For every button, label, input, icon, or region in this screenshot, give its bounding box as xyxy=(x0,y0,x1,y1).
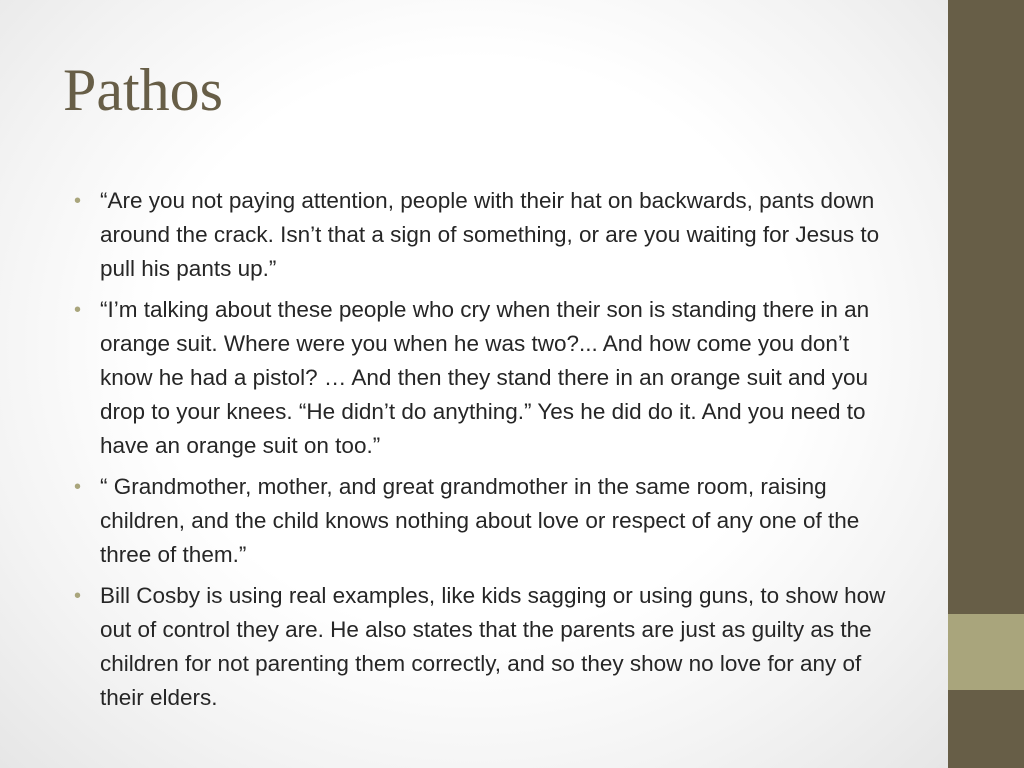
bullet-icon: • xyxy=(74,476,82,498)
bullet-icon: • xyxy=(74,585,82,607)
bullet-icon: • xyxy=(74,299,82,321)
bullet-text: “ Grandmother, mother, and great grandmother in the same room, raising children, and the child knows nothing about love or respect of any one of the three of them.” xyxy=(100,474,860,567)
bullet-text: “I’m talking about these people who cry when their son is standing there in an orange suit. Where were you when he was two?... And how come you don’t know he had a pistol? … And then they stand there in an orange suit and you drop to your knees. “He didn’t do anything.” Yes he did do it. And you need to have an orange suit on too.” xyxy=(100,297,870,458)
sidebar-accent-block xyxy=(948,614,1024,690)
bullet-text: “Are you not paying attention, people with their hat on backwards, pants down around the crack. Isn’t that a sign of something, or are you waiting for Jesus to pull his pants up.” xyxy=(100,188,880,281)
bullet-icon: • xyxy=(74,190,82,212)
bullet-item xyxy=(74,293,904,463)
bullet-list xyxy=(74,184,904,722)
bullet-item xyxy=(74,579,904,715)
bullet-item xyxy=(74,470,904,572)
slide-title: Pathos xyxy=(63,57,224,123)
bullet-text: Bill Cosby is using real examples, like kids sagging or using guns, to show how out of control they are. He also states that the parents are just as guilty as the children for not parenting them correctly, and so they show no love for any of their elders. xyxy=(100,583,886,710)
bullet-item xyxy=(74,184,904,286)
